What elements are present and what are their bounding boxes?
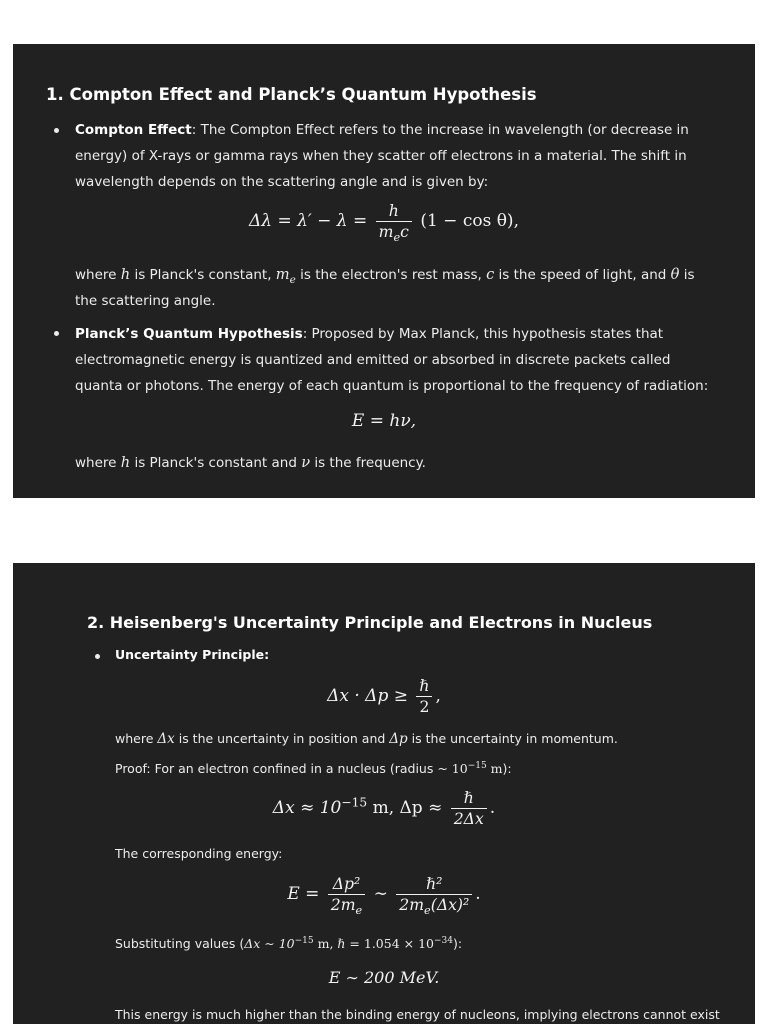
e-sub: e: [355, 904, 363, 918]
e-sub: e: [424, 904, 431, 918]
bullet-dot: [54, 128, 59, 133]
energy-equation: [13, 874, 755, 918]
compton-where-text: where: [75, 267, 121, 283]
proof-intro: Proof: For an electron confined in a nucleus (radius ~: [115, 761, 452, 776]
subs-exp-1: −15: [294, 935, 314, 946]
compton-shift-equation: [13, 201, 755, 245]
compton-den-m: m: [378, 221, 394, 241]
subs-end: ):: [452, 936, 463, 951]
subs-mid: m, ℏ = 1.054 × 10: [313, 936, 434, 951]
confinement-tail: .: [489, 797, 496, 818]
planck-equation: [13, 411, 755, 431]
uncertainty-eq-tail: ,: [435, 685, 441, 706]
hbar-numerator: ℏ: [451, 789, 487, 809]
bullet-dot: [95, 654, 100, 659]
momentum-fraction: [451, 789, 487, 828]
two-m: 2m: [399, 894, 425, 914]
planck-equation-text: E = hν,: [351, 411, 417, 431]
hbar-squared: ℏ²: [396, 875, 472, 895]
compton-where-text: is the speed of light, and: [494, 267, 671, 283]
energy-eq-tail: .: [475, 883, 481, 904]
compton-effect-label: Compton Effect: [75, 122, 192, 138]
delta-x-squared: (Δx)²: [430, 894, 470, 914]
energy-result-equation: [13, 968, 755, 987]
compton-where-text: is Planck's constant,: [130, 267, 276, 283]
symbol-me: [275, 266, 296, 286]
uncertainty-where-text: [115, 728, 618, 750]
compton-where-text: is the electron's rest mass,: [295, 267, 487, 283]
sim-symbol: ∼: [373, 883, 388, 904]
symbol-h: h: [120, 454, 131, 471]
subs-intro: Substituting values (: [115, 936, 245, 951]
uncertainty-eq-lhs: Δx · Δp ≥: [327, 685, 408, 706]
compton-equation-rhs: (1 − cos θ),: [420, 210, 519, 231]
energy-eq-lhs: E =: [287, 883, 320, 904]
compton-effect-paragraph: [75, 117, 715, 195]
two-m: 2m: [330, 894, 356, 914]
confinement-exponent: −15: [341, 795, 368, 810]
symbol-delta-x: Δx: [157, 731, 175, 747]
where-text: is the uncertainty in position and: [174, 731, 390, 746]
uncertainty-equation: [13, 677, 755, 716]
subs-math: Δx ∼ 10: [244, 936, 295, 951]
planck-text: : Proposed by Max Planck, this hypothesis states that electromagnetic energy is quantized and emitted or absorbed in discrete packets called quanta or photons. The energy of each quantum is proportional to the frequency of radiation:: [75, 326, 709, 394]
section-1-title: 1. Compton Effect and Planck’s Quantum Hypothesis: [46, 85, 537, 104]
conclusion-text: This energy is much higher than the binding energy of nucleons, implying electrons cannot exist: [115, 1007, 720, 1022]
hbar-numerator: ℏ: [416, 677, 432, 697]
two-delta-x-denominator: 2Δx: [453, 808, 484, 828]
compton-planck-panel: [13, 44, 755, 498]
uncertainty-panel: [13, 563, 755, 1024]
uncertainty-principle-label: Uncertainty Principle:: [115, 647, 270, 662]
where-text: is the uncertainty in momentum.: [407, 731, 618, 746]
symbol-theta: θ: [670, 266, 680, 283]
bullet-dot: [54, 331, 59, 336]
two-me-dx-denominator: [396, 894, 472, 918]
compton-den-c: c: [400, 221, 409, 241]
compton-where-text: is the scattering angle.: [75, 267, 695, 309]
two-me-denominator: [328, 894, 365, 918]
compton-where-paragraph: [75, 262, 715, 314]
planck-where-text: is Planck's constant and: [130, 455, 302, 471]
substituting-text: [115, 933, 462, 955]
confinement-lhs: Δx ≈ 10: [272, 797, 342, 818]
symbol-e-sub: e: [289, 273, 296, 286]
planck-where-text: is the frequency.: [310, 455, 426, 471]
symbol-c: c: [486, 266, 495, 283]
proof-unit: m: [486, 761, 503, 776]
proof-end: ):: [502, 761, 512, 776]
energy-fraction-1: [328, 874, 365, 918]
compton-fraction-denominator: [376, 221, 412, 245]
corresponding-energy-text: The corresponding energy:: [115, 846, 283, 861]
proof-exponent: −15: [467, 760, 487, 771]
compton-effect-text: : The Compton Effect refers to the increase in wavelength (or decrease in energy) of X-rays or gamma rays when they scatter off electrons in a material. The shift in wavelength depends on the scattering angle and is given by:: [75, 122, 689, 190]
compton-fraction-numerator: h: [376, 202, 412, 222]
symbol-delta-p: Δp: [389, 731, 408, 747]
confinement-mid: m, Δp ≈: [367, 797, 443, 818]
planck-where-paragraph: [75, 450, 715, 476]
symbol-nu: ν: [301, 454, 311, 471]
planck-where-text: where: [75, 455, 121, 471]
energy-fraction-2: [396, 874, 472, 918]
section-2-title: 2. Heisenberg's Uncertainty Principle and Electrons in Nucleus: [87, 613, 653, 632]
planck-paragraph: [75, 321, 715, 399]
compton-fraction: [376, 201, 412, 245]
symbol-m: m: [275, 266, 290, 283]
confinement-equation: [13, 789, 755, 828]
uncertainty-fraction: [416, 677, 432, 716]
compton-equation-lhs: Δλ = λ′ − λ =: [249, 210, 368, 231]
energy-result: E ∼ 200 MeV.: [328, 968, 440, 987]
proof-value: 10: [451, 761, 468, 776]
compton-den-sub: e: [393, 231, 401, 245]
where-text: where: [115, 731, 158, 746]
proof-text: [115, 758, 512, 780]
subs-exp-2: −34: [433, 935, 453, 946]
two-denominator: 2: [419, 696, 430, 716]
delta-p-squared: Δp²: [328, 875, 365, 895]
planck-label: Planck’s Quantum Hypothesis: [75, 326, 303, 342]
symbol-h: h: [120, 266, 131, 283]
